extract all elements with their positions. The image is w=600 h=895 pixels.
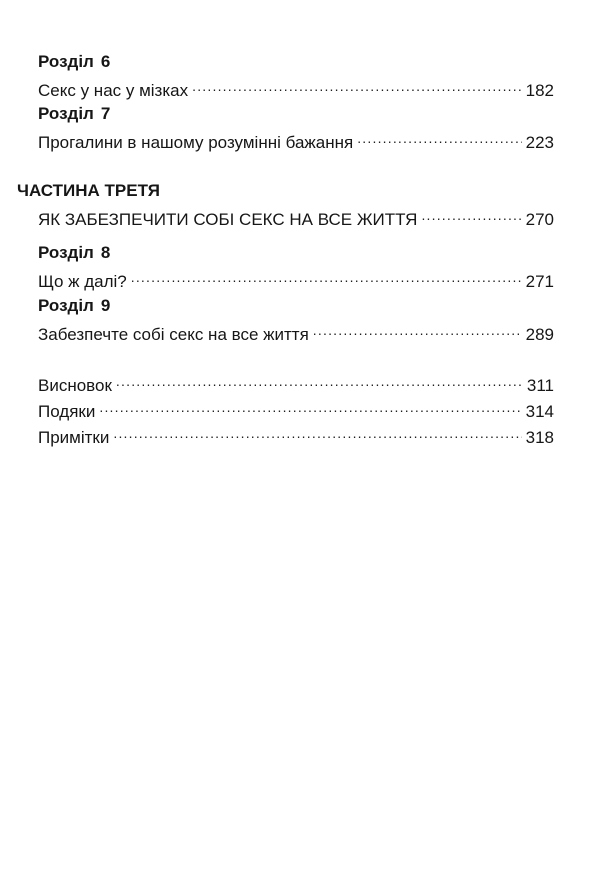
toc-entry-page: 318 (525, 428, 554, 447)
chapter-9-heading (38, 296, 110, 316)
chapter-number: 7 (100, 104, 111, 123)
toc-entry-page: 289 (525, 325, 554, 344)
part-3-heading: ЧАСТИНА ТРЕТЯ (17, 181, 160, 200)
toc-entry-title: Примітки (38, 428, 110, 447)
chapter-8-heading (38, 243, 110, 263)
dot-leader (357, 128, 521, 148)
toc-entry-page: 270 (525, 210, 554, 229)
dot-leader (313, 320, 522, 340)
chapter-6-heading (38, 52, 110, 72)
toc-entry-title: Прогалини в нашому розумінні бажання (38, 133, 354, 152)
toc-entry-page: 271 (525, 272, 554, 291)
toc-entry-page: 314 (525, 402, 554, 421)
toc-entry-page: 311 (526, 376, 554, 395)
toc-entry-title: Висновок (38, 376, 112, 395)
chapter-7-heading (38, 104, 110, 124)
toc-entry-chapter-6[interactable] (38, 76, 554, 101)
toc-entry-page: 223 (525, 133, 554, 152)
toc-entry-page: 182 (525, 81, 554, 100)
toc-entry-title: Забезпечте собі секс на все життя (38, 325, 309, 344)
toc-entry-conclusion[interactable] (38, 371, 554, 396)
toc-entry-title: Подяки (38, 402, 96, 421)
chapter-number: 8 (100, 243, 111, 262)
chapter-number: 6 (100, 52, 111, 71)
dot-leader (99, 397, 521, 417)
dot-leader (421, 205, 521, 225)
toc-entry-title: Що ж далі? (38, 272, 127, 291)
dot-leader (113, 423, 521, 443)
toc-entry-notes[interactable] (38, 423, 554, 448)
dot-leader (116, 371, 523, 391)
chapter-label: Розділ (38, 52, 94, 71)
dot-leader (131, 267, 522, 287)
chapter-label: Розділ (38, 243, 94, 262)
dot-leader (192, 76, 522, 96)
chapter-number: 9 (100, 296, 111, 315)
toc-entry-part-3[interactable] (38, 205, 554, 230)
chapter-label: Розділ (38, 296, 94, 315)
toc-entry-chapter-8[interactable] (38, 267, 554, 292)
toc-entry-acknowledgements[interactable] (38, 397, 554, 422)
toc-entry-title: ЯК ЗАБЕЗПЕЧИТИ СОБІ СЕКС НА ВСЕ ЖИТТЯ (38, 210, 418, 229)
toc-entry-chapter-7[interactable] (38, 128, 554, 153)
toc-entry-title: Секс у нас у мізках (38, 81, 189, 100)
toc-entry-chapter-9[interactable] (38, 320, 554, 345)
chapter-label: Розділ (38, 104, 94, 123)
